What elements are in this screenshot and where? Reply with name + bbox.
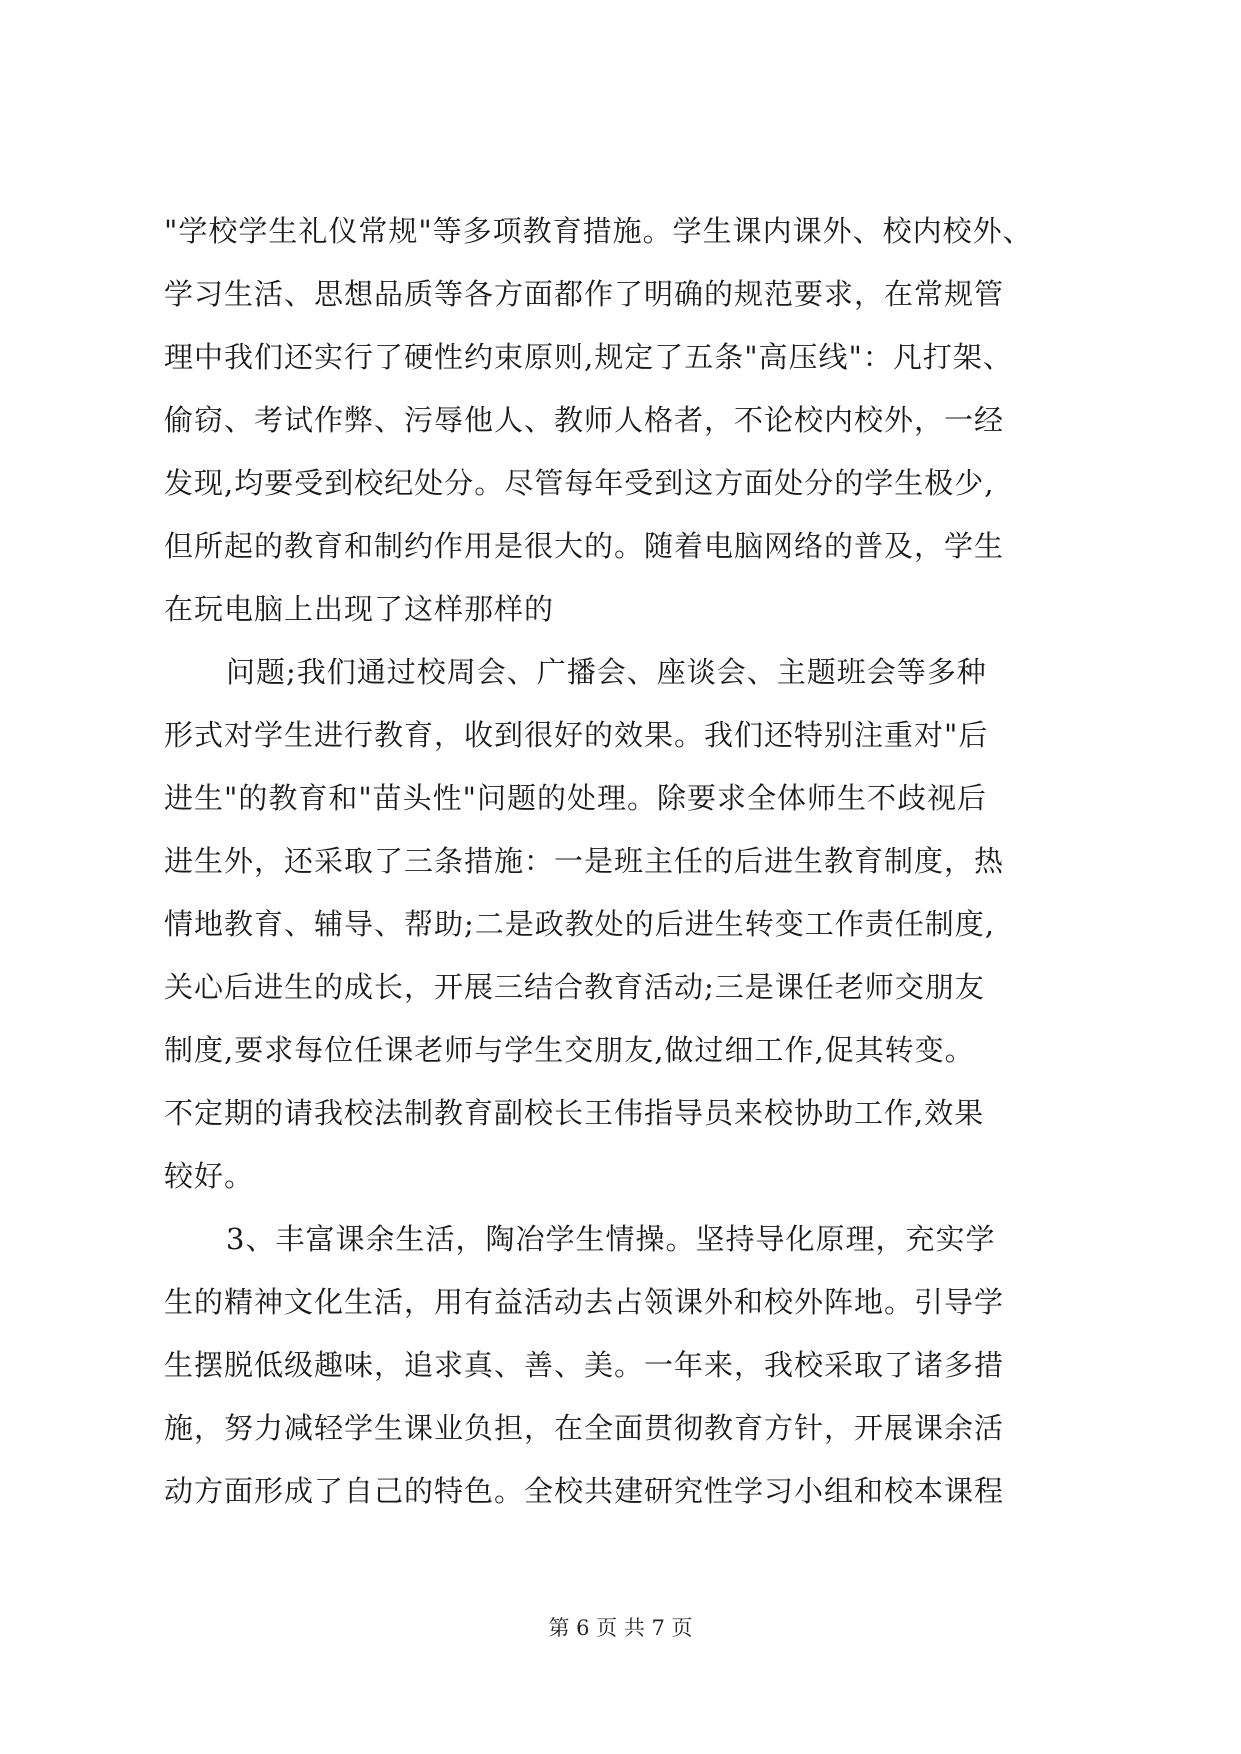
text-line: 生的精神文化生活，用有益活动去占领课外和校外阵地。引导学: [164, 1285, 1005, 1319]
text-line: 学习生活、思想品质等各方面都作了明确的规范要求，在常规管: [164, 277, 1005, 311]
text-line: 情地教育、辅导、帮助;二是政教处的后进生转变工作责任制度,: [164, 907, 995, 941]
text-line: 生摆脱低级趣味，追求真、善、美。一年来，我校采取了诸多措: [164, 1348, 1005, 1382]
body-text: [164, 200, 1084, 1523]
text-line: 问题;我们通过校周会、广播会、座谈会、主题班会等多种: [226, 655, 987, 689]
text-line: 制度,要求每位任课老师与学生交朋友,做过细工作,促其转变。: [164, 1033, 975, 1067]
text-line: 动方面形成了自己的特色。全校共建研究性学习小组和校本课程: [164, 1474, 1005, 1508]
text-line: 较好。: [164, 1159, 255, 1193]
text-line: 发现,均要受到校纪处分。尽管每年受到这方面处分的学生极少,: [164, 466, 995, 500]
text-line: 不定期的请我校法制教育副校长王伟指导员来校协助工作,效果: [164, 1096, 985, 1130]
text-line: 进生外，还采取了三条措施：一是班主任的后进生教育制度，热: [164, 844, 1005, 878]
text-line: 关心后进生的成长，开展三结合教育活动;三是课任老师交朋友: [164, 970, 985, 1004]
text-line: 在玩电脑上出现了这样那样的: [164, 592, 555, 626]
text-line: 形式对学生进行教育，收到很好的效果。我们还特别注重对"后: [164, 718, 989, 752]
text-line: 但所起的教育和制约作用是很大的。随着电脑网络的普及，学生: [164, 529, 1005, 563]
text-line: "学校学生礼仪常规"等多项教育措施。学生课内课外、校内校外、: [164, 214, 1033, 248]
text-line: 偷窃、考试作弊、污辱他人、教师人格者，不论校内校外，一经: [164, 403, 1005, 437]
text-line: 理中我们还实行了硬性约束原则,规定了五条"高压线"：凡打架、: [164, 340, 1013, 374]
text-line: 施，努力减轻学生课业负担，在全面贯彻教育方针，开展课余活: [164, 1411, 1005, 1445]
page-number-footer: 第 6 页 共 7 页: [548, 1616, 693, 1640]
text-line: 进生"的教育和"苗头性"问题的处理。除要求全体师生不歧视后: [164, 781, 988, 815]
text-line: 3、丰富课余生活，陶冶学生情操。坚持导化原理，充实学: [226, 1222, 996, 1256]
